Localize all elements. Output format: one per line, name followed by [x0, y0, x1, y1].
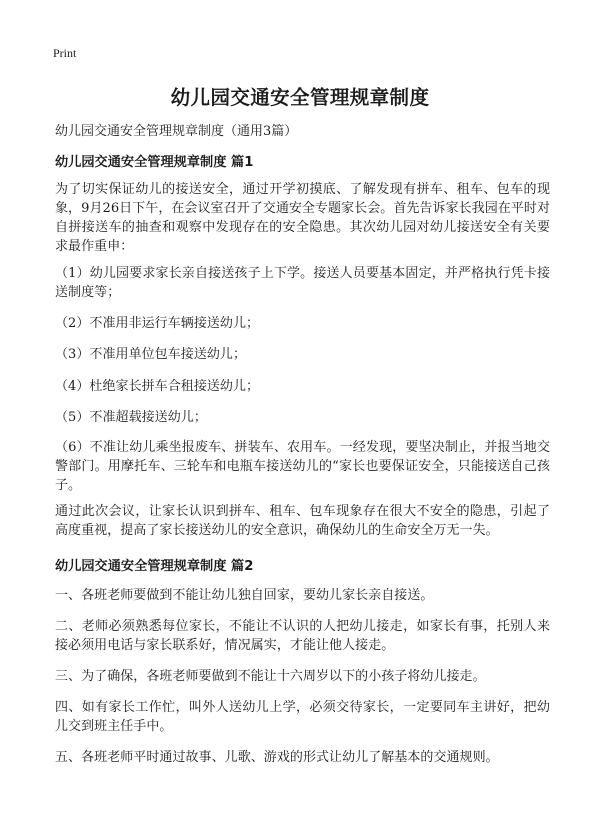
section-2-paragraph: 三、为了确保，各班老师要做到不能让十六周岁以下的小孩子将幼儿接走。 [55, 669, 486, 684]
section-2-paragraph: 二、老师必须熟悉每位家长，不能让不认识的人把幼儿接走，如家长有事，托别人来接必须用电话与家长联系好，情况属实，才能让他人接走。 [55, 619, 550, 653]
section-1-paragraph: （1）幼儿园要求家长亲自接送孩子上下学。接送人员要基本固定，并严格执行凭卡接送制度等； [55, 266, 550, 300]
section-1-paragraph: （3）不准用单位包车接送幼儿； [55, 347, 247, 362]
document-title: 幼儿园交通安全管理规章制度 [170, 86, 430, 109]
section-1-paragraph: 通过此次会议，让家长认识到拼车、租车、包车现象存在很大不安全的隐患，引起了高度重视，提高了家长接送幼儿的安全意识，确保幼儿的生命安全万无一失。 [55, 504, 550, 538]
section-1-paragraph: （5）不准超载接送幼儿； [55, 410, 207, 425]
section-1-heading: 幼儿园交通安全管理规章制度 篇1 [55, 155, 254, 170]
document-subtitle: 幼儿园交通安全管理规章制度（通用3篇） [55, 124, 298, 139]
section-2-paragraph: 五、各班老师平时通过故事、儿歌、游戏的形式让幼儿了解基本的交通规则。 [55, 750, 499, 765]
section-2-paragraph: 四、如有家长工作忙，叫外人送幼儿上学，必须交待家长，一定要同车主讲好，把幼儿交到班主任手中。 [55, 700, 550, 734]
section-2-paragraph: 一、各班老师要做到不能让幼儿独自回家，要幼儿家长亲自接送。 [55, 588, 434, 603]
print-link[interactable]: Print [53, 46, 77, 60]
section-2-heading: 幼儿园交通安全管理规章制度 篇2 [55, 559, 254, 574]
section-1-paragraph: 为了切实保证幼儿的接送安全，通过开学初摸底、了解发现有拼车、租车、包车的现象，9月26日下午，在会议室召开了交通安全专题家长会。首先告诉家长我园在平时对自拼接送车的抽查和观察中发现存在的安全隐患。其次幼儿园对幼儿接送安全有关要求最作重申： [55, 182, 550, 254]
section-1-paragraph: （2）不准用非运行车辆接送幼儿； [55, 316, 260, 331]
section-1-paragraph: （6）不准让幼儿乘坐报废车、拼装车、农用车。一经发现，要坚决制止，并报当地交警部门。用摩托车、三轮车和电瓶车接送幼儿的“家长也要保证安全，只能接送自己孩子。 [55, 440, 550, 493]
section-1-paragraph: （4）杜绝家长拼车合租接送幼儿； [55, 379, 260, 394]
